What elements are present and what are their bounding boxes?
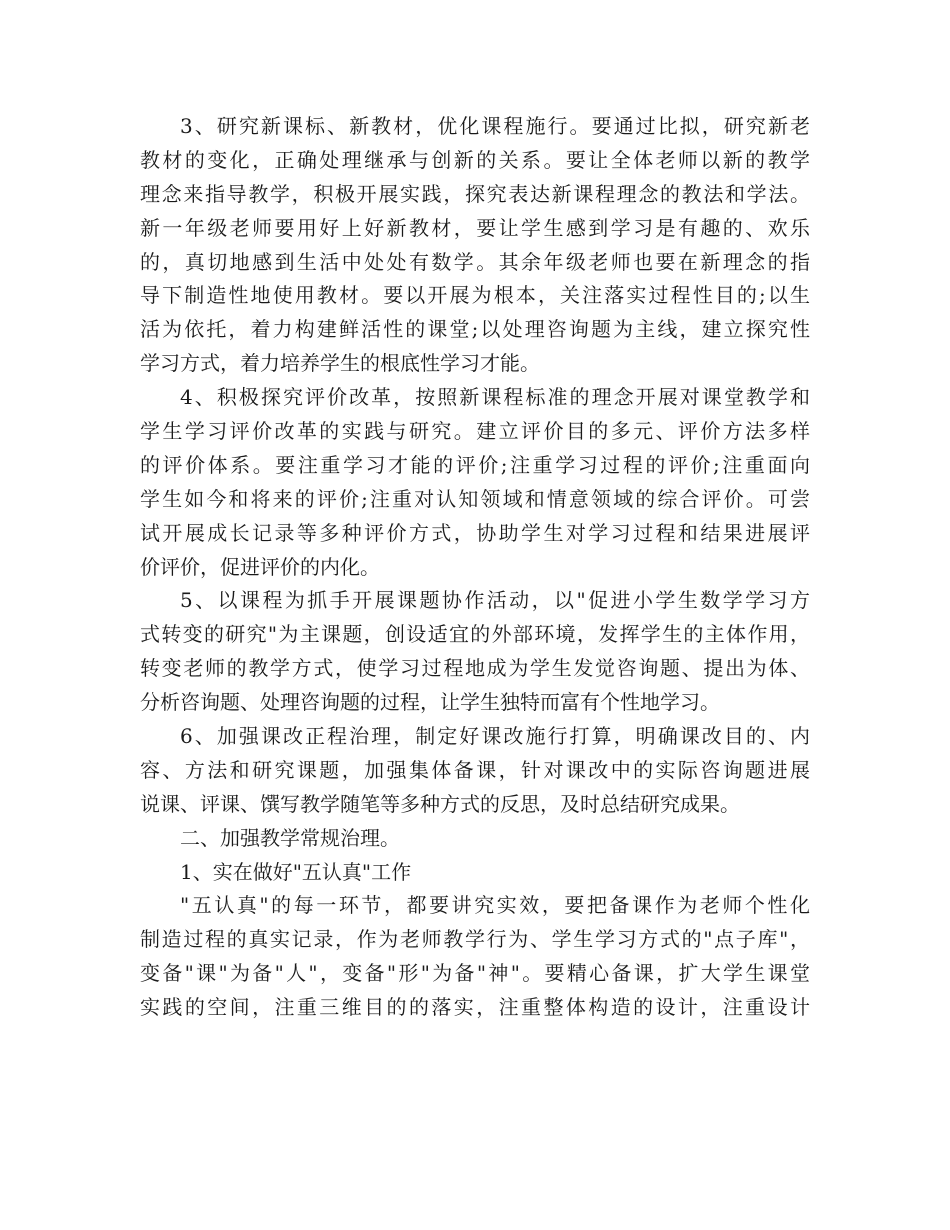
text-line: 式转变的研究"为主课题，创设适宜的外部环境，发挥学生的主体作用，	[140, 622, 810, 647]
text-line: 学生学习评价改革的实践与研究。建立评价目的多元、评价方法多样	[140, 419, 810, 444]
text-line: 的，真切地感到生活中处处有数学。其余年级老师也要在新理念的指	[140, 249, 810, 274]
text-line: 转变老师的教学方式，使学习过程地成为学生发觉咨询题、提出为体、	[140, 656, 810, 681]
text-line: "五认真"的每一环节，都要讲究实效，要把备课作为老师个性化	[180, 893, 810, 918]
text-line: 理念来指导教学，积极开展实践，探究表达新课程理念的教法和学法。	[140, 181, 810, 206]
text-line: 教材的变化，正确处理继承与创新的关系。要让全体老师以新的教学	[140, 147, 810, 172]
text-line: 1、实在做好"五认真"工作	[180, 859, 412, 884]
document-body	[140, 110, 810, 1025]
text-line: 制造过程的真实记录，作为老师教学行为、学生学习方式的"点子库"，	[140, 927, 810, 952]
text-line: 价评价，促进评价的内化。	[140, 554, 380, 579]
text-line: 试开展成长记录等多种评价方式，协助学生对学习过程和结果进展评	[140, 520, 810, 545]
text-line: 新一年级老师要用好上好新教材，要让学生感到学习是有趣的、欢乐	[140, 215, 810, 240]
text-line: 分析咨询题、处理咨询题的过程，让学生独特而富有个性地学习。	[140, 690, 720, 715]
text-line: 二、加强教学常规治理。	[180, 825, 400, 850]
text-line: 活为依托，着力构建鲜活性的课堂;以处理咨询题为主线，建立探究性	[140, 317, 810, 342]
text-line: 4、积极探究评价改革，按照新课程标准的理念开展对课堂教学和	[180, 385, 810, 410]
text-line: 导下制造性地使用教材。要以开展为根本，关注落实过程性目的;以生	[140, 283, 810, 308]
text-line: 学生如今和将来的评价;注重对认知领域和情意领域的综合评价。可尝	[140, 486, 810, 511]
text-line: 容、方法和研究课题，加强集体备课，针对课改中的实际咨询题进展	[140, 757, 810, 782]
text-line: 3、研究新课标、新教材，优化课程施行。要通过比拟，研究新老	[180, 114, 810, 138]
text-line: 学习方式，着力培养学生的根底性学习才能。	[140, 351, 540, 376]
text-line: 5、以课程为抓手开展课题协作活动，以"促进小学生数学学习方	[180, 588, 810, 613]
text-line: 变备"课"为备"人"，变备"形"为备"神"。要精心备课，扩大学生课堂	[140, 961, 810, 986]
text-line: 的评价体系。要注重学习才能的评价;注重学习过程的评价;注重面向	[140, 452, 810, 477]
text-line: 实践的空间，注重三维目的的落实，注重整体构造的设计，注重设计	[140, 995, 810, 1020]
text-line: 6、加强课改正程治理，制定好课改施行打算，明确课改目的、内	[180, 724, 810, 749]
text-line: 说课、评课、馔写教学随笔等多种方式的反思，及时总结研究成果。	[140, 791, 740, 816]
